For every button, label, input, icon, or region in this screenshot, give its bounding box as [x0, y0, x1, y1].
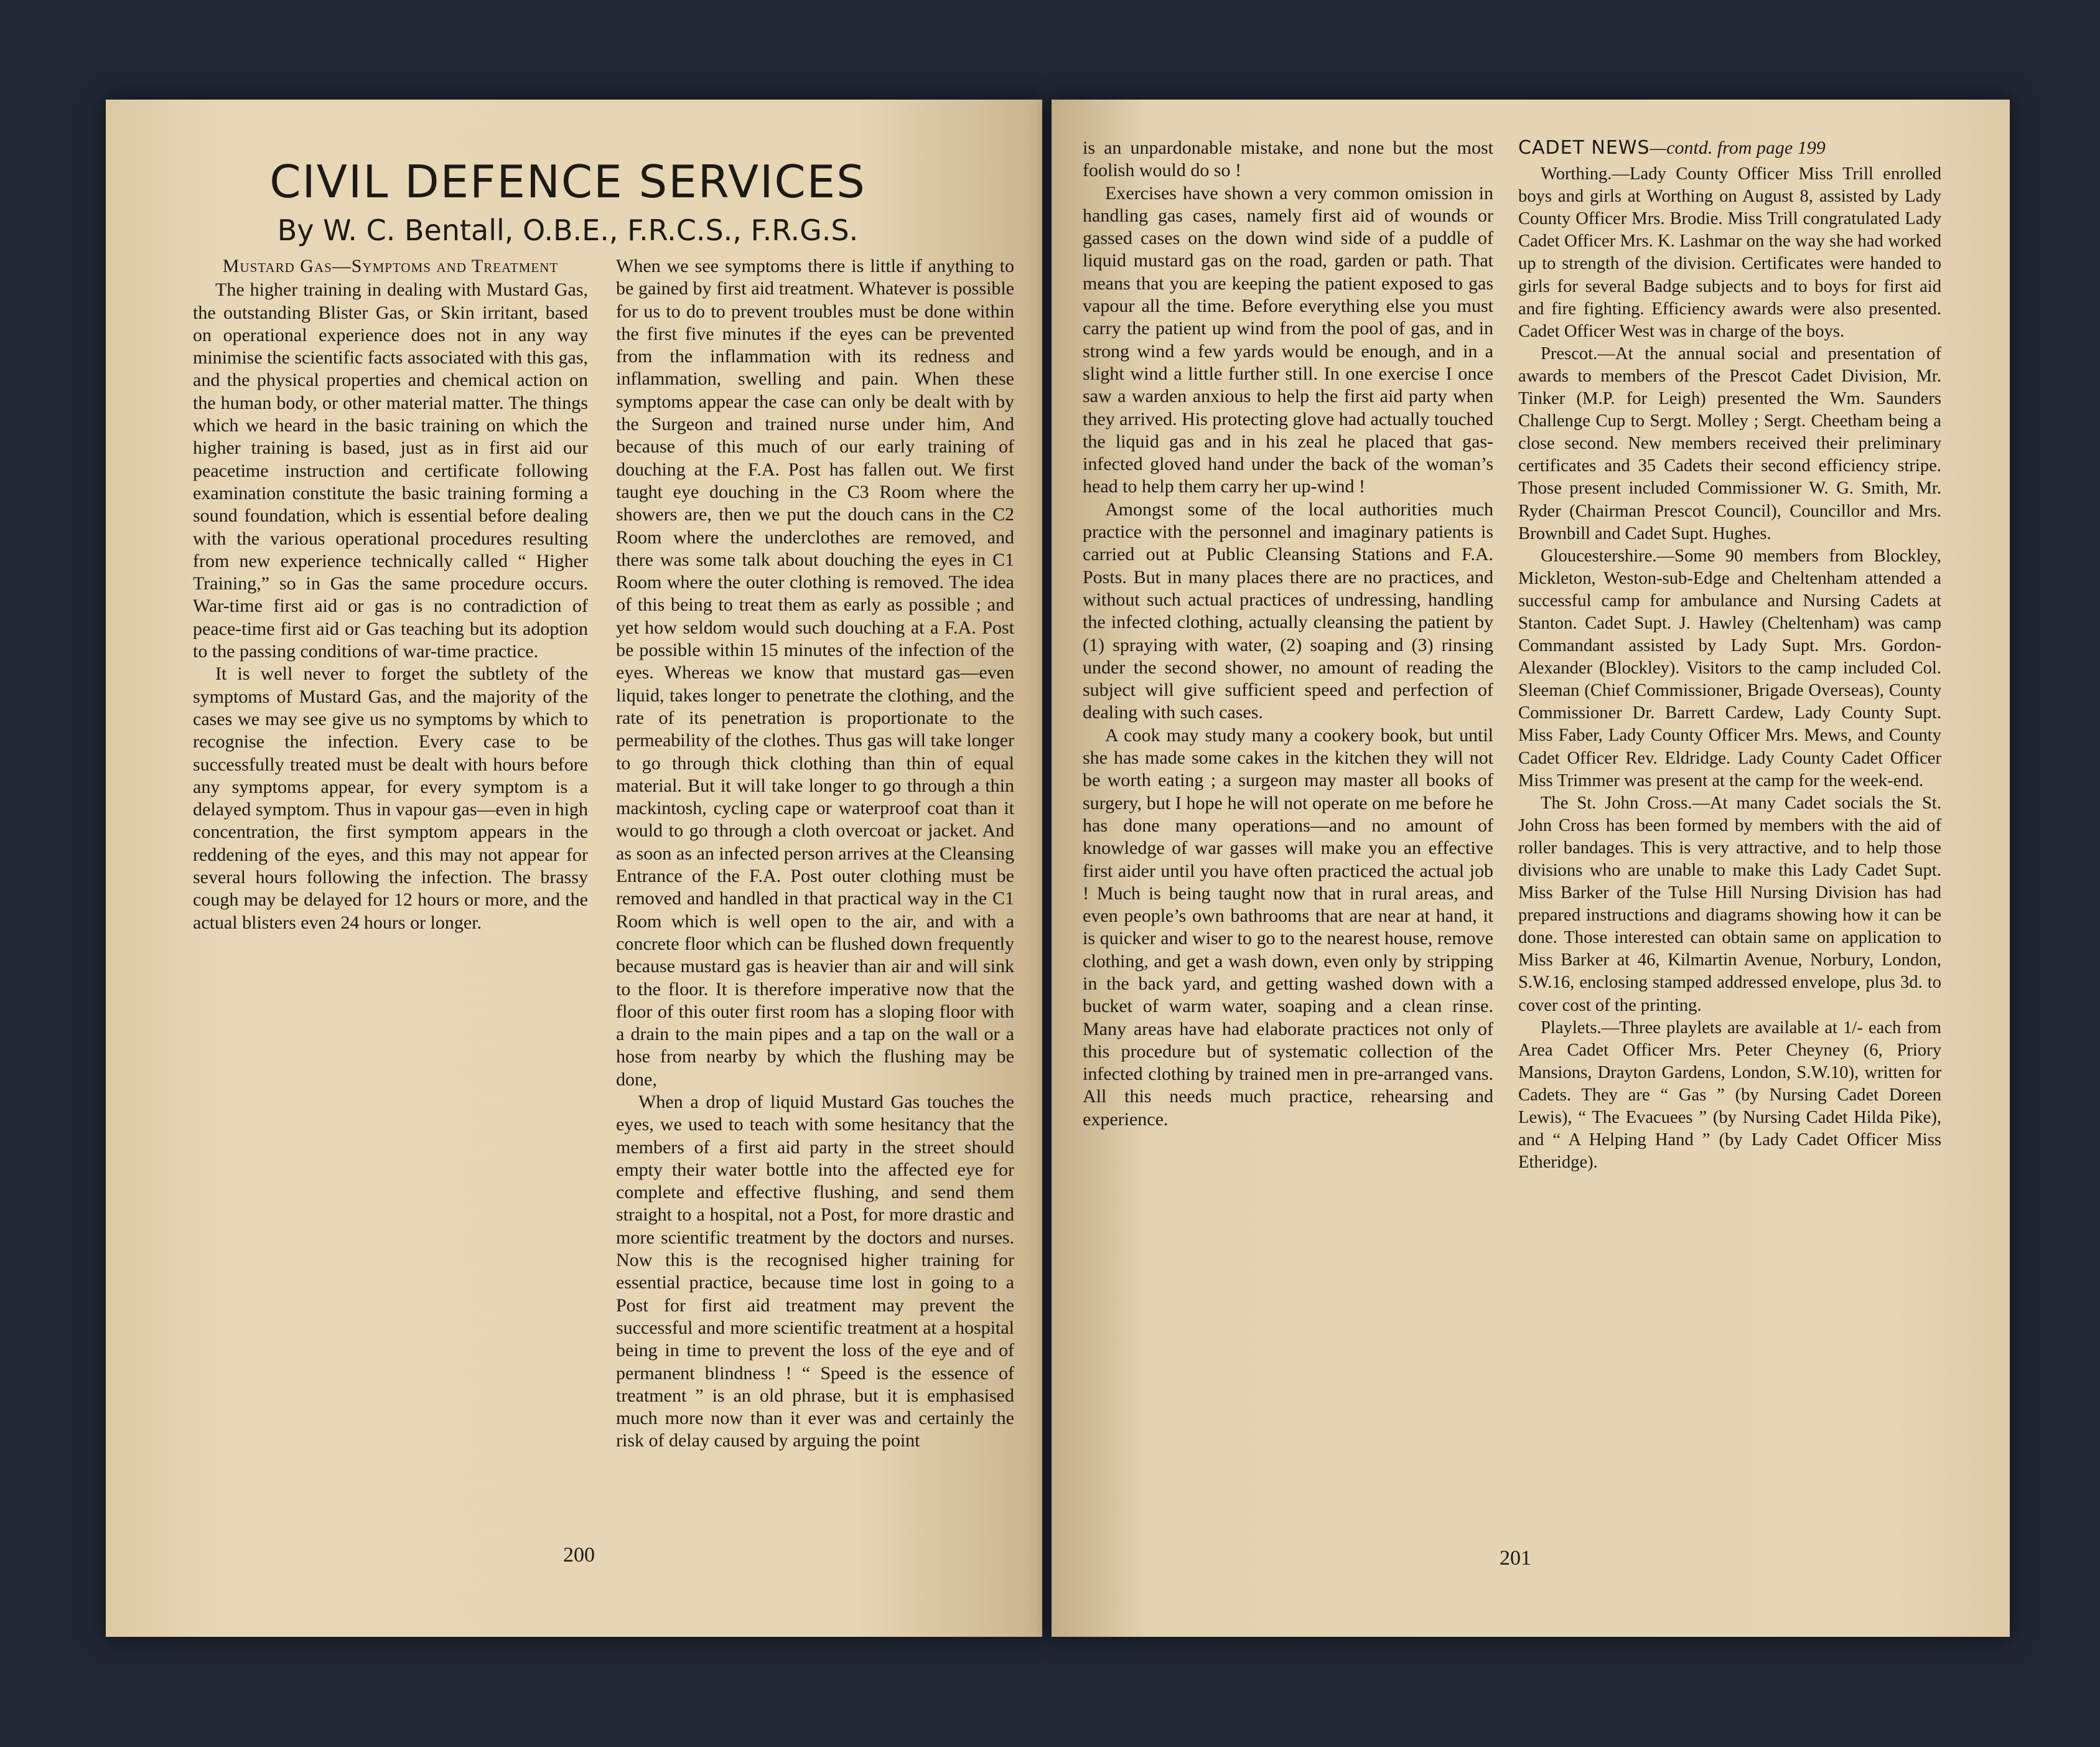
article-title: CIVIL DEFENCE SERVICES — [269, 156, 866, 208]
paragraph: Amongst some of the local authorities much practice with the personnel and imaginary patients is carried out at Public Cleansing Stations and F.A. Posts. But in many places there are no practices, and without such actual practices of undressing, handling the infected clothing, actually cleansing the patient by (1) spraying with water, (2) soaping and (3) rinsing under the second shower, no amount of reading the subject will give sufficient speed and perfection of dealing with such cases. — [1083, 499, 1493, 723]
cadet-news-continued: —contd. from page 199 — [1650, 138, 1826, 158]
paragraph: When we see symptoms there is little if anything to be gained by first aid treatment. Whatever is possible for us to do to prevent troubles must be done within the first five minutes if the eyes can be prevented from the inflammation with its redness and inflammation, swelling and pain. When these symptoms appear the case can only be dealt with by the Surgeon and trained nurse under him, And because of this much of our early training of douching at the F.A. Post has fallen out. We first taught eye douching in the C3 Room where the showers are, then we put the douch cans in the C2 Room where the underclothes are removed, and there was some talk about douching the eyes in C1 Room where the outer clothing is removed. The idea of this being to treat them as early as possible ; and yet how seldom would such douching at a F.A. Post be possible within 15 minutes of the infection of the eyes. Whereas we know that mustard gas—even liquid, takes longer to penetrate the clothing, and the rate of its penetration is proportionate to the permeability of the clothes. Thus gas will take longer to go through thick clothing than thin of equal material. But it will take longer to go through a thin mackintosh, cycling cape or waterproof coat than it would to go through a cloth overcoat or jacket. And as soon as an infected person arrives at the Cleansing Entrance of the F.A. Post outer clothing must be removed and handled in that practical way in the C1 Room which is well open to the air, and with a concrete floor which can be flushed down frequently because mustard gas is heavier than air and will sink to the floor. It is therefore imperative now that the floor of this outer first room has a sloping floor with a drain to the main pipes and a tap on the wall or a hose from nearby by which the flushing may be done, — [616, 256, 1014, 1090]
section-subhead: Mustard Gas—Symptoms and Treatment — [222, 256, 559, 276]
paragraph: Playlets.—Three playlets are available at 1/- each from Area Cadet Officer Mrs. Peter Cheyney (6, Priory Mansions, Drayton Gardens, London, S.W.10), written for Cadets. They are “ Gas ” (by Nursing Cadet Doreen Lewis), “ The Evacuees ” (by Nursing Cadet Hilda Pike), and “ A Helping Hand ” (by Lady Cadet Officer Miss Etheridge). — [1518, 1018, 1941, 1173]
right-column-2 — [1518, 137, 1941, 1174]
paragraph: is an unpardonable mistake, and none but the most foolish would do so ! — [1083, 138, 1493, 181]
paragraph: It is well never to forget the subtlety of the symptoms of Mustard Gas, and the majority of the cases we may see give us no symptoms by which to recognise the infection. Every case to be successfully treated must be dealt with hours before any symptoms appear, for every symptom is a delayed symptom. Thus in vapour gas—even in high concentration, the first symptom appears in the reddening of the eyes, and this may not appear for several hours following the infection. The brassy cough may be delayed for 12 hours or more, and the actual blisters even 24 hours or longer. — [193, 663, 588, 933]
right-page — [1052, 100, 2010, 1637]
left-column-2 — [616, 255, 1014, 1453]
page-number: 201 — [1500, 1547, 1531, 1570]
page-number: 200 — [563, 1543, 595, 1567]
paragraph: The higher training in dealing with Mustard Gas, the outstanding Blister Gas, or Skin irritant, based on operational experience does not in any way minimise the scientific facts associated with this gas, and the physical properties and chemical action on the human body, or other material matter. The things which we heard in the basic training on which the higher training is based, just as in first aid our peacetime instruction and certificate following examination constitute the basic training forming a sound foundation, which is essential before dealing with the various operational procedures resulting from new experience technically called “ Higher Training,” so in Gas the same procedure occurs. War-time first aid or gas is no contradiction of peace-time first aid or Gas teaching but its adoption to the passing conditions of war-time practice. — [193, 279, 588, 662]
right-column-1 — [1083, 137, 1493, 1131]
cadet-news-title: CADET NEWS — [1518, 137, 1650, 159]
paragraph: The St. John Cross.—At many Cadet socials the St. John Cross has been formed by members with the aid of roller bandages. This is very attractive, and to help those divisions who are unable to make this Lady Cadet Supt. Miss Barker of the Tulse Hill Nursing Division has had prepared instructions and diagrams showing how it can be done. Those interested can obtain same on application to Miss Barker at 46, Kilmartin Avenue, Norbury, London, S.W.16, enclosing stamped addressed envelope, plus 3d. to cover cost of the printing. — [1518, 793, 1941, 1015]
paragraph: When a drop of liquid Mustard Gas touches the eyes, we used to teach with some hesitancy that the members of a first aid party in the street should empty their water bottle into the affected eye for complete and effective flushing, and send them straight to a hospital, not a Post, for more drastic and more scientific treatment by the doctors and nurses. Now this is the recognised higher training for essential practice, because time lost in going to a Post for first aid treatment may prevent the successful and more scientific treatment at a hospital being in time to prevent the loss of the eye and of permanent blindness ! “ Speed is the essence of treatment ” is an old phrase, but it is emphasised much more now than it ever was and certainly the risk of delay caused by arguing the point — [616, 1091, 1014, 1451]
paragraph: A cook may study many a cookery book, but until she has made some cakes in the kitchen they will not be worth eating ; a surgeon may master all books of surgery, but I hope he will not operate on me before he has done many operations—and no amount of knowledge of war gasses will make you an effective first aider until you have often practiced the actual job ! Much is being taught now that in rural areas, and even people’s own bathrooms that are near at hand, it is quicker and wiser to go to the nearest house, remove clothing, and get a wash down, even only by stripping in the back yard, and getting washed down with a bucket of warm water, soaping and a clean rinse. Many areas have had elaborate practices not only of this procedure but of systematic collection of the infected clothing by trained men in pre-arranged vans. All this needs much practice, rehearsing and experience. — [1083, 724, 1493, 1130]
paragraph: Gloucestershire.—Some 90 members from Blockley, Mickleton, Weston-sub-Edge and Cheltenham attended a successful camp for ambulance and Nursing Cadets at Stanton. Cadet Supt. J. Hawley (Cheltenham) was camp Commandant assisted by Lady Supt. Mrs. Gordon-Alexander (Blockley). Visitors to the camp included Col. Sleeman (Chief Commissioner, Brigade Overseas), County Commissioner Dr. Barrett Cardew, Lady County Supt. Miss Faber, Lady County Officer Mrs. Mews, and County Cadet Officer Rev. Eldridge. Lady County Cadet Officer Miss Trimmer was present at the camp for the week-end. — [1518, 546, 1941, 790]
paragraph: Prescot.—At the annual social and presentation of awards to members of the Prescot Cadet Division, Mr. Tinker (M.P. for Leigh) presented the Wm. Saunders Challenge Cup to Sergt. Molley ; Sergt. Cheetham being a close second. New members received their preliminary certificates and 35 Cadets their second efficiency stripe. Those present included Commissioner W. G. Smith, Mr. Ryder (Chairman Prescot Council), Councillor and Mrs. Brownbill and Cadet Supt. Hughes. — [1518, 344, 1941, 543]
left-page — [106, 100, 1042, 1637]
paragraph: Worthing.—Lady County Officer Miss Trill enrolled boys and girls at Worthing on August 8, assisted by Lady County Officer Mrs. Brodie. Miss Trill congratulated Lady Cadet Officer Mrs. K. Lashmar on the way she had worked up to strength of the division. Certificates were handed to girls for several Badge subjects and to boys for first aid and fire fighting. Efficiency awards were also presented. Cadet Officer West was in charge of the boys. — [1518, 164, 1941, 341]
left-column-1 — [193, 255, 588, 934]
article-byline: By W. C. Bentall, O.B.E., F.R.C.S., F.R.G.S. — [277, 213, 859, 247]
paragraph: Exercises have shown a very common omission in handling gas cases, namely first aid of wounds or gassed cases on the down wind side of a puddle of liquid mustard gas on the road, garden or path. That means that you are keeping the patient exposed to gas vapour all the time. Before everything else you must carry the patient up wind from the pool of gas, and in strong wind a few yards would be enough, and in a slight wind a little further still. In one exercise I once saw a warden anxious to help the first aid party when they arrived. His protecting glove had actually touched the liquid gas and in his zeal he placed that gas-infected gloved hand under the back of the woman’s head to help them carry her up-wind ! — [1083, 182, 1493, 497]
cadet-news-heading — [1518, 137, 1941, 159]
